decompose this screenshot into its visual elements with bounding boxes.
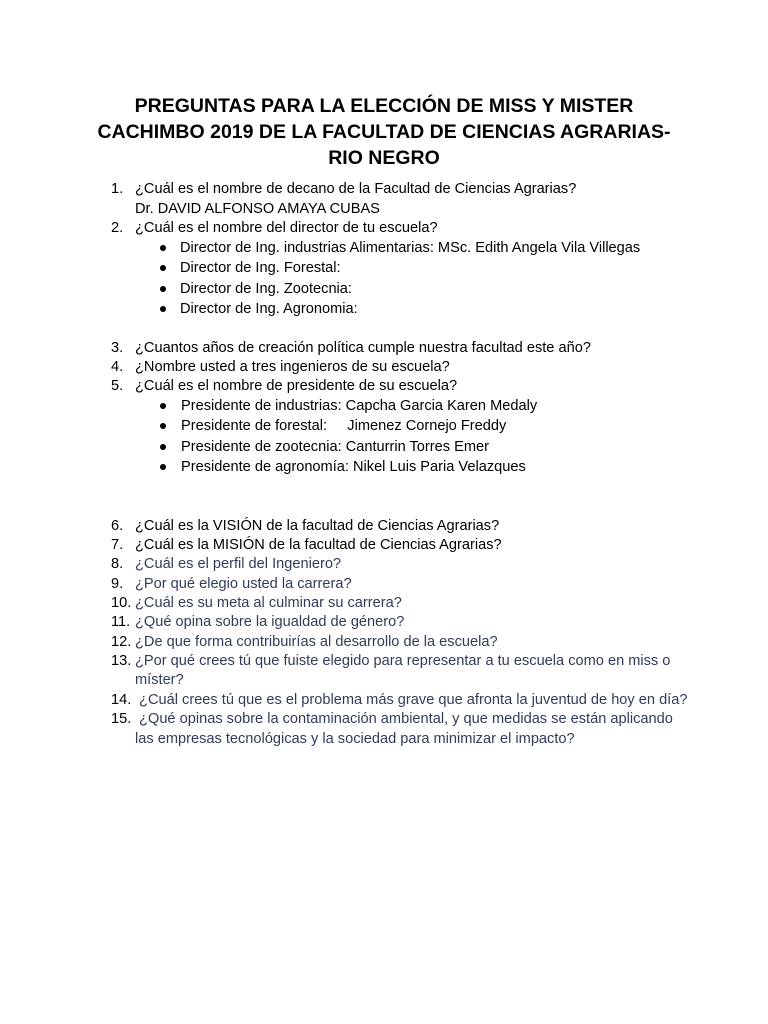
question-text: ¿Cuál es el nombre de decano de la Facultad de Ciencias Agrarias? <box>135 181 577 197</box>
question-text: ¿Cuál crees tú que es el problema más grave que afronta la juventud de hoy en día? <box>135 692 688 708</box>
question-text: ¿De que forma contribuirías al desarrollo de la escuela? <box>135 634 498 650</box>
question-number: 9. <box>111 576 124 592</box>
question-text: ¿Cuál es el nombre de presidente de su escuela? <box>135 378 458 394</box>
question-text: las empresas tecnológicas y la sociedad para minimizar el impacto? <box>135 731 575 747</box>
question-number: 3. <box>111 340 124 356</box>
bullet-icon <box>160 265 166 271</box>
bullet-icon <box>160 444 166 450</box>
question-number: 2. <box>111 220 124 236</box>
document-title <box>90 93 678 171</box>
question-text: ¿Cuál es su meta al culminar su carrera? <box>135 595 402 611</box>
question-number: 10. <box>111 595 132 611</box>
bullet-icon <box>160 306 166 312</box>
question-text: ¿Qué opina sobre la igualdad de género? <box>135 614 405 630</box>
question-text: ¿Cuál es la VISIÓN de la facultad de Ciencias Agrarias? <box>135 518 500 534</box>
question-text: ¿Cuál es el perfil del Ingeniero? <box>135 556 342 572</box>
question-text: ¿Qué opinas sobre la contaminación ambiental, y que medidas se están aplicando <box>135 711 673 727</box>
question-number: 6. <box>111 518 124 534</box>
document-page: PREGUNTAS PARA LA ELECCIÓN DE MISS Y MISTER CACHIMBO 2019 DE LA FACULTAD DE CIENCIAS AGRARIAS- RIO NEGRO 1. ¿Cuál es el nombre de decano de la Facultad de Ciencias Agrarias? Dr. DAVID ALFONSO AMAYA CUBAS 2. ¿Cuál es el nombre del director de tu escuela? Director de Ing. industrias Alimentarias: MSc. Edith Angela Vila Villegas Director de Ing. Forestal: Director de Ing. Zootecnia: Director de Ing. Agronomia: 3. ¿Cuantos años de creación política cumple nuestra facultad este año? 4. ¿Nombre usted a tres ingenieros de su escuela? 5. ¿Cuál es el nombre de presidente de su escuela? Presidente de industrias: Capcha Garcia Karen Medaly Presidente de forestal: Jimenez Cornejo Freddy Presidente de zootecnia: Canturrin Torres Emer Presidente de agronomía: Nikel Luis Paria Velazques 6. ¿Cuál es la VISIÓN de la facultad de Ciencias Agrarias? 7. ¿Cuál es la MISIÓN de la facultad de Ciencias Agrarias? 8. ¿Cuál es el perfil del Ingeniero? 9. ¿Por qué elegio usted la carrera? 10. ¿Cuál es su meta al culminar su carrera? 11. ¿Qué opina sobre la igualdad de género? 12. ¿De que forma contribuirías al desarrollo de la escuela? 13. ¿Por qué crees tú que fuiste elegido para representar a tu escuela como en miss o míster? 14. ¿Cuál crees tú que es el problema más grave que afronta la juventud de hoy en día? 15. ¿Qué opinas sobre la contaminación ambiental, y que medidas se están aplicando las empresas tecnológicas y la sociedad para minimizar el impacto? <box>0 0 768 1024</box>
bullet-icon <box>160 286 166 292</box>
bullet-icon <box>160 245 166 251</box>
question-number: 13. <box>111 653 132 669</box>
answer-text: Dr. DAVID ALFONSO AMAYA CUBAS <box>135 201 380 217</box>
title-line-2: CACHIMBO 2019 DE LA FACULTAD DE CIENCIAS AGRARIAS- <box>97 121 671 143</box>
title-line-1: PREGUNTAS PARA LA ELECCIÓN DE MISS Y MISTER <box>134 95 634 117</box>
question-number: 15. <box>111 711 132 727</box>
question-number: 5. <box>111 378 124 394</box>
question-text: ¿Cuál es el nombre del director de tu escuela? <box>135 220 438 236</box>
question-text: ¿Por qué elegio usted la carrera? <box>135 576 352 592</box>
question-number: 14. <box>111 692 132 708</box>
question-number: 12. <box>111 634 132 650</box>
question-number: 11. <box>111 614 131 630</box>
question-text: ¿Cuál es la MISIÓN de la facultad de Ciencias Agrarias? <box>135 537 502 553</box>
question-text: ¿Nombre usted a tres ingenieros de su escuela? <box>135 359 450 375</box>
bullet-icon <box>160 423 166 429</box>
bullet-icon <box>160 403 166 409</box>
question-number: 8. <box>111 556 124 572</box>
question-number: 7. <box>111 537 124 553</box>
bullet-icon <box>160 464 166 470</box>
question-number: 4. <box>111 359 124 375</box>
question-text: ¿Por qué crees tú que fuiste elegido para representar a tu escuela como en miss o <box>135 653 671 669</box>
question-text: ¿Cuantos años de creación política cumple nuestra facultad este año? <box>135 340 591 356</box>
title-line-3: RIO NEGRO <box>328 147 440 169</box>
question-number: 1. <box>111 181 124 197</box>
question-text: míster? <box>135 672 184 688</box>
